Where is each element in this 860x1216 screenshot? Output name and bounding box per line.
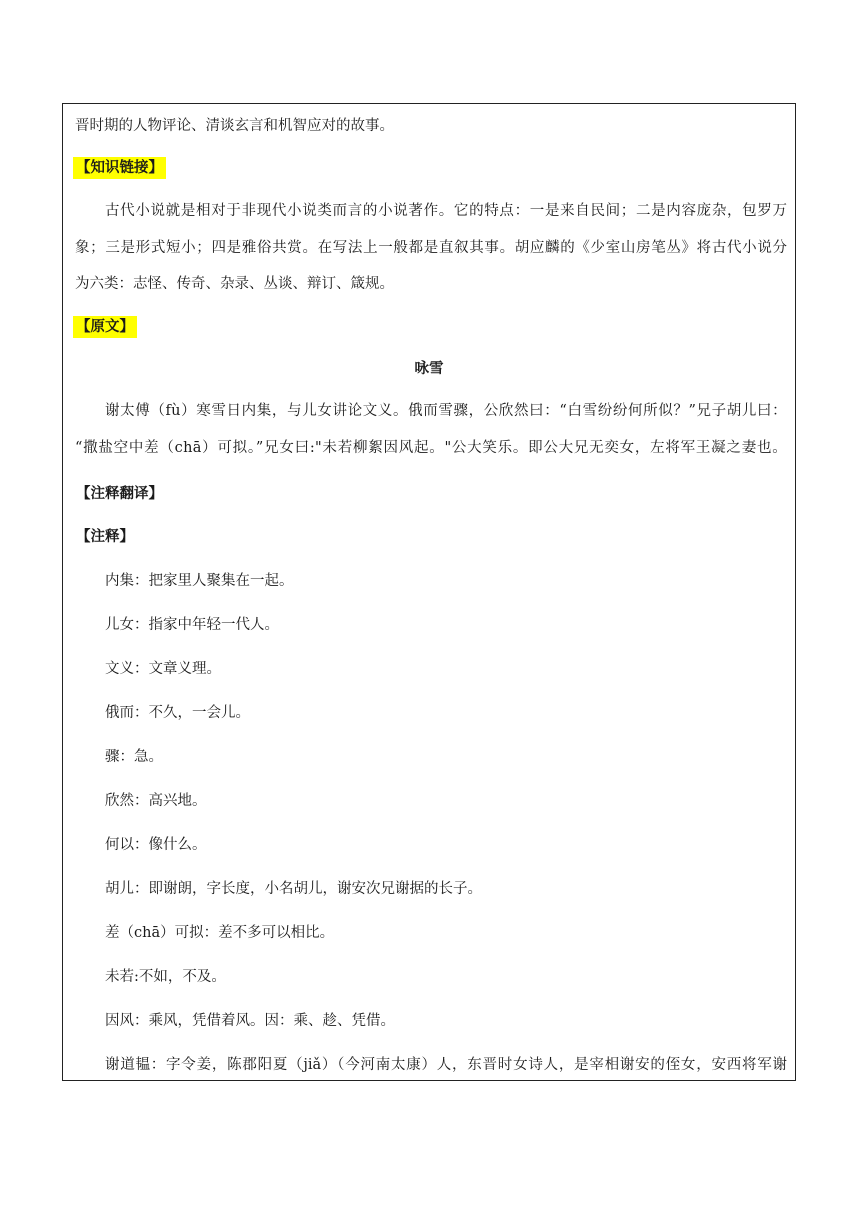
note-item: 因风：乘风，凭借着风。因：乘、趁、凭借。 (105, 1013, 395, 1029)
original-line: 谢太傅（fù）寒雪日内集，与儿女讲论文义。俄而雪骤，公欣然曰：“白雪纷纷何所似？”兄子胡儿曰： (105, 403, 787, 419)
translation-heading: 【注释翻译】 (76, 485, 163, 502)
original-heading: 【原文】 (73, 316, 137, 338)
knowledge-line: 古代小说就是相对于非现代小说类而言的小说著作。它的特点：一是来自民间；二是内容庞杂，包罗万 (105, 203, 787, 219)
original-line: “撒盐空中差（chā）可拟。”兄女曰:"未若柳絮因风起。"公大笑乐。即公大兄无奕女，左将军王凝之妻也。 (75, 440, 787, 456)
note-item: 何以：像什么。 (105, 837, 207, 853)
knowledge-line: 象；三是形式短小；四是雅俗共赏。在写法上一般都是直叙其事。胡应麟的《少室山房笔丛》将古代小说分 (75, 240, 787, 256)
note-item: 儿女：指家中年轻一代人。 (105, 617, 279, 633)
note-item: 谢道韫：字令姜，陈郡阳夏（jiǎ）（今河南太康）人，东晋时女诗人，是宰相谢安的侄女，安西将军谢 (105, 1057, 787, 1073)
note-item: 欣然：高兴地。 (105, 793, 207, 809)
note-item: 差（chā）可拟：差不多可以相比。 (105, 925, 335, 941)
note-item: 骤：急。 (105, 749, 163, 765)
knowledge-line: 为六类：志怪、传奇、杂录、丛谈、辩订、箴规。 (75, 276, 394, 292)
poem-title: 咏雪 (414, 360, 444, 377)
note-item: 胡儿：即谢朗，字长度，小名胡儿，谢安次兄谢据的长子。 (105, 881, 482, 897)
knowledge-heading: 【知识链接】 (73, 157, 166, 179)
note-item: 内集：把家里人聚集在一起。 (105, 573, 294, 589)
note-item: 俄而：不久，一会儿。 (105, 705, 250, 721)
note-item: 文义：文章义理。 (105, 661, 221, 677)
intro-text: 晋时期的人物评论、清谈玄言和机智应对的故事。 (75, 118, 394, 134)
note-item: 未若:不如，不及。 (105, 969, 226, 985)
notes-heading: 【注释】 (76, 528, 134, 545)
content-frame (62, 103, 796, 1081)
